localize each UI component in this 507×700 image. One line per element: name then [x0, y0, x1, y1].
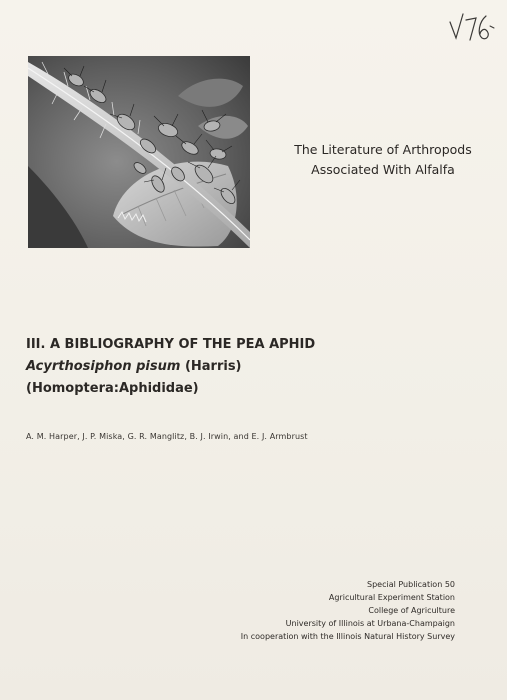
species-author: (Harris): [180, 359, 242, 374]
heading-line-1: III. A BIBLIOGRAPHY OF THE PEA APHID: [26, 337, 316, 352]
publisher-university: University of Illinois at Urbana-Champaign: [285, 619, 455, 628]
publisher-info: [241, 578, 455, 643]
series-title-line-2: Associated With Alfalfa: [311, 162, 455, 177]
series-title-line-1: The Literature of Arthropods: [294, 142, 472, 157]
publisher-cooperation: In cooperation with the Illinois Natural History Survey: [240, 632, 455, 641]
heading-line-2: [26, 356, 315, 378]
heading-line-3: (Homoptera:Aphididae): [26, 381, 199, 396]
species-name: Acyrthosiphon pisum: [26, 359, 181, 374]
aphid-colony-photo: [28, 56, 250, 248]
publisher-college: College of Agriculture: [368, 606, 455, 615]
publication-number: Special Publication 50: [367, 580, 455, 589]
bibliography-heading: [26, 334, 315, 400]
series-title: [278, 140, 488, 180]
handwritten-note: [446, 8, 496, 46]
publisher-station: Agricultural Experiment Station: [328, 593, 455, 602]
authors: A. M. Harper, J. P. Miska, G. R. Manglitz, B. J. Irwin, and E. J. Armbrust: [26, 432, 308, 441]
aphid-colony-icon: [28, 56, 250, 248]
